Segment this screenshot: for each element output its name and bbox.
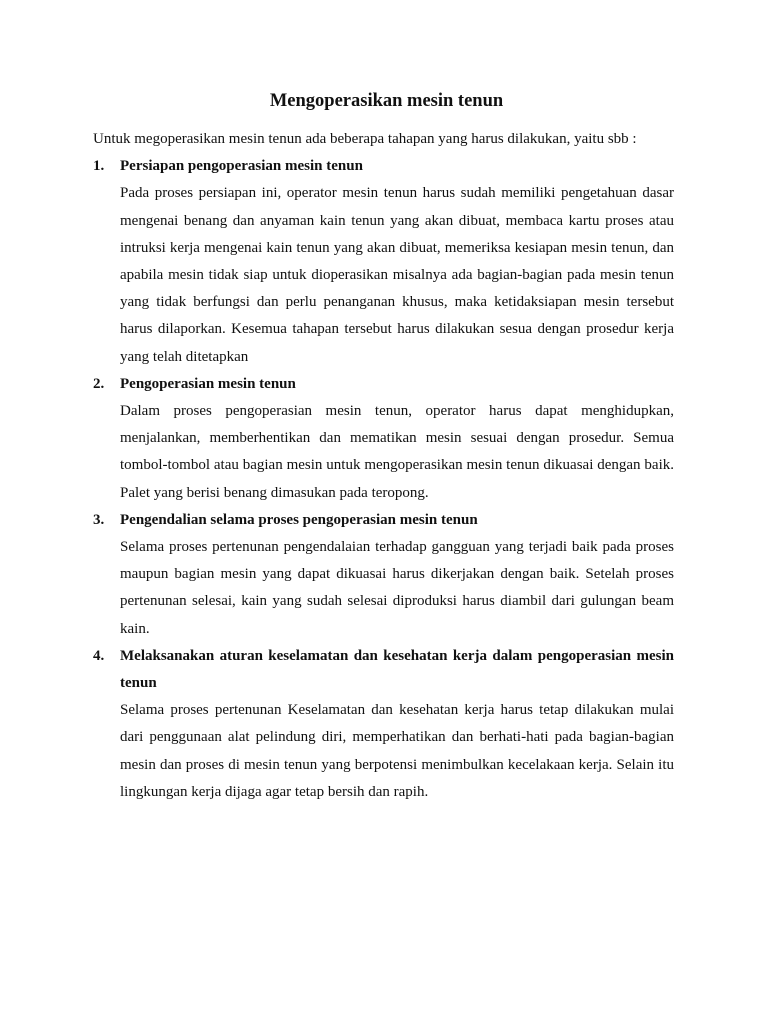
- section-2-heading: Pengoperasian mesin tenun: [120, 375, 296, 392]
- section-3-heading: Pengendalian selama proses pengoperasian mesin tenun: [120, 511, 478, 528]
- section-2-heading-row: [93, 371, 674, 398]
- section-2-number: 2.: [93, 375, 105, 392]
- section-3-body: Selama proses pertenunan pengendalaian terhadap gangguan yang terjadi baik pada proses maupun bagian mesin yang dapat dikuasai harus dikerjakan dengan baik. Setelah proses pertenunan selesai, kain yang sudah selesai diproduksi harus diambil dari gulungan beam kain.: [120, 539, 674, 637]
- section-3-heading-row: [93, 507, 674, 534]
- intro-paragraph: Untuk megoperasikan mesin tenun ada beberapa tahapan yang harus dilakukan, yaitu sbb :: [93, 131, 637, 147]
- section-1-number: 1.: [93, 158, 105, 175]
- section-4-heading-row: [93, 643, 674, 697]
- section-4: [93, 643, 674, 806]
- section-1-heading: Persiapan pengoperasian mesin tenun: [120, 158, 363, 175]
- section-3: [93, 507, 674, 643]
- section-4-number: 4.: [93, 647, 105, 664]
- section-1-body: Pada proses persiapan ini, operator mesin tenun harus sudah memiliki pengetahuan dasar mengenai benang dan anyaman kain tenun yang akan dibuat, membaca kartu proses atau intruksi kerja mengenai kain tenun yang akan dibuat, memeriksa kesiapan mesin tenun, dan apabila mesin tidak siap untuk dioperasikan misalnya ada bagian-bagian pada mesin tenun yang tidak berfungsi dan perlu penanganan khusus, maka ketidaksiapan mesin tersebut harus dilaporkan. Kesemua tahapan tersebut harus dilakukan sesua dengan prosedur kerja yang telah ditetapkan: [120, 185, 674, 365]
- section-4-body: Selama proses pertenunan Keselamatan dan kesehatan kerja harus tetap dilakukan mulai dari penggunaan alat pelindung diri, memperhatikan dan berhati-hati pada bagian-bagian mesin dan proses di mesin tenun yang berpotensi menimbulkan kecelakaan kerja. Selain itu lingkungan kerja dijaga agar tetap bersih dan rapih.: [120, 702, 674, 800]
- section-3-number: 3.: [93, 511, 105, 528]
- section-1: [93, 153, 674, 371]
- document-title: Mengoperasikan mesin tenun: [269, 91, 504, 111]
- section-1-heading-row: [93, 153, 674, 180]
- section-4-heading: Melaksanakan aturan keselamatan dan kesehatan kerja dalam pengoperasian mesin tenun: [120, 647, 674, 692]
- section-2: [93, 371, 674, 507]
- section-2-body: Dalam proses pengoperasian mesin tenun, operator harus dapat menghidupkan, menjalankan, memberhentikan dan mematikan mesin sesuai dengan prosedur. Semua tombol-tombol atau bagian mesin untuk mengoperasikan mesin tenun dikuasai dengan baik. Palet yang berisi benang dimasukan pada teropong.: [120, 403, 674, 501]
